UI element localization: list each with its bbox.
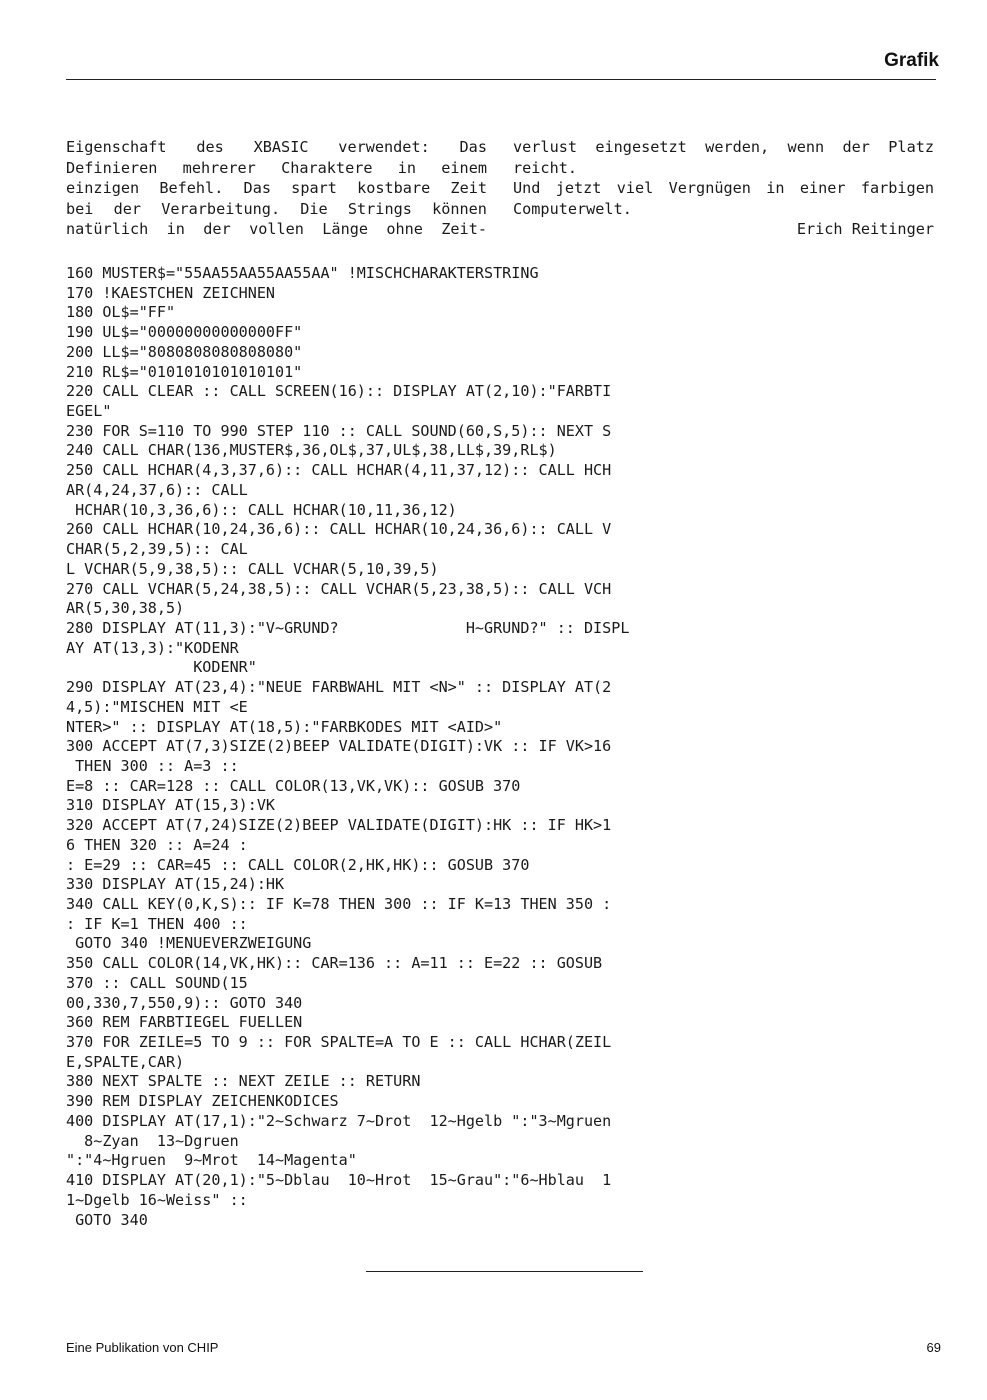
section-title: Grafik [884, 50, 939, 71]
code-line: E=8 :: CAR=128 :: CALL COLOR(13,VK,VK):: GOSUB 370 [66, 776, 521, 795]
code-line: 00,330,7,550,9):: GOTO 340 [66, 993, 303, 1012]
code-line: 390 REM DISPLAY ZEICHENKODICES [66, 1092, 339, 1111]
author-signature: Erich Reitinger [796, 220, 934, 238]
code-line: 240 CALL CHAR(136,MUSTER$,36,OL$,37,UL$,38,LL$,39,RL$) [66, 441, 557, 460]
code-line: 320 ACCEPT AT(7,24)SIZE(2)BEEP VALIDATE(DIGIT):HK :: IF HK>1 [66, 816, 612, 835]
code-line: 170 !KAESTCHEN ZEICHNEN [66, 283, 276, 302]
code-line: 370 FOR ZEILE=5 TO 9 :: FOR SPALTE=A TO E :: CALL HCHAR(ZEIL [66, 1033, 612, 1052]
code-line: 1~Dgelb 16~Weiss" :: [66, 1190, 248, 1209]
code-line: 180 OL$="FF" [66, 303, 176, 322]
intro-line: einzigen Befehl. Das spart kostbare Zeit [66, 179, 487, 197]
code-line: 6 THEN 320 :: A=24 : [66, 835, 248, 854]
code-line: 260 CALL HCHAR(10,24,36,6):: CALL HCHAR(10,24,36,6):: CALL V [66, 520, 612, 539]
publisher-credit: Eine Publikation von CHIP [66, 1340, 219, 1355]
code-line: 350 CALL COLOR(14,VK,HK):: CAR=136 :: A=11 :: E=22 :: GOSUB [66, 954, 603, 973]
header-divider [66, 79, 936, 80]
code-line: 340 CALL KEY(0,K,S):: IF K=78 THEN 300 :: IF K=13 THEN 350 : [66, 895, 612, 913]
code-line: ":"4~Hgruen 9~Mrot 14~Magenta" [66, 1151, 357, 1170]
code-line: 410 DISPLAY AT(20,1):"5~Dblau 10~Hrot 15~Grau":"6~Hblau 1 [66, 1171, 612, 1190]
intro-column-right [513, 137, 934, 240]
code-line: 250 CALL HCHAR(4,3,37,6):: CALL HCHAR(4,11,37,12):: CALL HCH [66, 461, 612, 480]
code-line: 400 DISPLAY AT(17,1):"2~Schwarz 7~Drot 12~Hgelb ":"3~Mgruen [66, 1111, 612, 1130]
code-line: 310 DISPLAY AT(15,3):VK [66, 796, 276, 815]
code-line: GOTO 340 [66, 1210, 148, 1229]
code-line: 210 RL$="0101010101010101" [66, 362, 303, 381]
code-line: : E=29 :: CAR=45 :: CALL COLOR(2,HK,HK):: GOSUB 370 [66, 855, 530, 874]
intro-line: bei der Verarbeitung. Die Strings können [66, 199, 487, 218]
intro-line: Und jetzt viel Vergnügen in einer farbigen [513, 179, 934, 197]
intro-line: Computerwelt. [513, 199, 632, 218]
code-line: 380 NEXT SPALTE :: NEXT ZEILE :: RETURN [66, 1072, 421, 1091]
code-line: 270 CALL VCHAR(5,24,38,5):: CALL VCHAR(5,23,38,5):: CALL VCH [66, 579, 612, 598]
code-line: 8~Zyan 13~Dgruen [66, 1131, 239, 1150]
code-line: AR(5,30,38,5) [66, 599, 185, 618]
code-line: CHAR(5,2,39,5):: CAL [66, 540, 248, 559]
code-line: EGEL" [66, 402, 112, 421]
basic-code-listing [66, 264, 946, 1230]
code-line: NTER>" :: DISPLAY AT(18,5):"FARBKODES MIT <AID>" [66, 717, 503, 736]
code-line: : IF K=1 THEN 400 :: [66, 914, 248, 933]
page-number: 69 [926, 1340, 941, 1355]
code-line: GOTO 340 !MENUEVERZWEIGUNG [66, 934, 312, 953]
code-line: 160 MUSTER$="55AA55AA55AA55AA" !MISCHCHARAKTERSTRING [66, 264, 539, 282]
code-line: 280 DISPLAY AT(11,3):"V~GRUND? H~GRUND?" :: DISPL [66, 618, 630, 637]
intro-line: reicht. [513, 158, 578, 177]
code-line: 300 ACCEPT AT(7,3)SIZE(2)BEEP VALIDATE(DIGIT):VK :: IF VK>16 [66, 737, 612, 756]
intro-line: verlust eingesetzt werden, wenn der Platz [513, 138, 934, 156]
code-line: 220 CALL CLEAR :: CALL SCREEN(16):: DISPLAY AT(2,10):"FARBTI [66, 382, 612, 401]
code-line: 190 UL$="00000000000000FF" [66, 323, 303, 342]
code-line: 200 LL$="8080808080808080" [66, 342, 303, 361]
code-line: L VCHAR(5,9,38,5):: CALL VCHAR(5,10,39,5) [66, 559, 439, 578]
listing-end-divider [366, 1271, 643, 1272]
code-line: E,SPALTE,CAR) [66, 1052, 185, 1071]
code-line: 360 REM FARBTIEGEL FUELLEN [66, 1013, 303, 1032]
code-line: THEN 300 :: A=3 :: [66, 756, 239, 775]
intro-line: Definieren mehrerer Charaktere in einem [66, 158, 487, 177]
code-line: 290 DISPLAY AT(23,4):"NEUE FARBWAHL MIT <N>" :: DISPLAY AT(2 [66, 678, 612, 697]
code-line: AY AT(13,3):"KODENR [66, 638, 239, 657]
code-line: 230 FOR S=110 TO 990 STEP 110 :: CALL SOUND(60,S,5):: NEXT S [66, 421, 612, 440]
intro-line: Eigenschaft des XBASIC verwendet: Das [66, 138, 487, 156]
code-line: 330 DISPLAY AT(15,24):HK [66, 875, 285, 894]
code-line: 4,5):"MISCHEN MIT <E [66, 697, 248, 716]
intro-line: natürlich in der vollen Länge ohne Zeit- [66, 220, 487, 238]
code-line: KODENR" [66, 658, 257, 677]
code-line: HCHAR(10,3,36,6):: CALL HCHAR(10,11,36,12) [66, 500, 457, 519]
code-line: AR(4,24,37,6):: CALL [66, 480, 248, 499]
intro-column-left [66, 137, 487, 240]
code-line: 370 :: CALL SOUND(15 [66, 973, 248, 992]
